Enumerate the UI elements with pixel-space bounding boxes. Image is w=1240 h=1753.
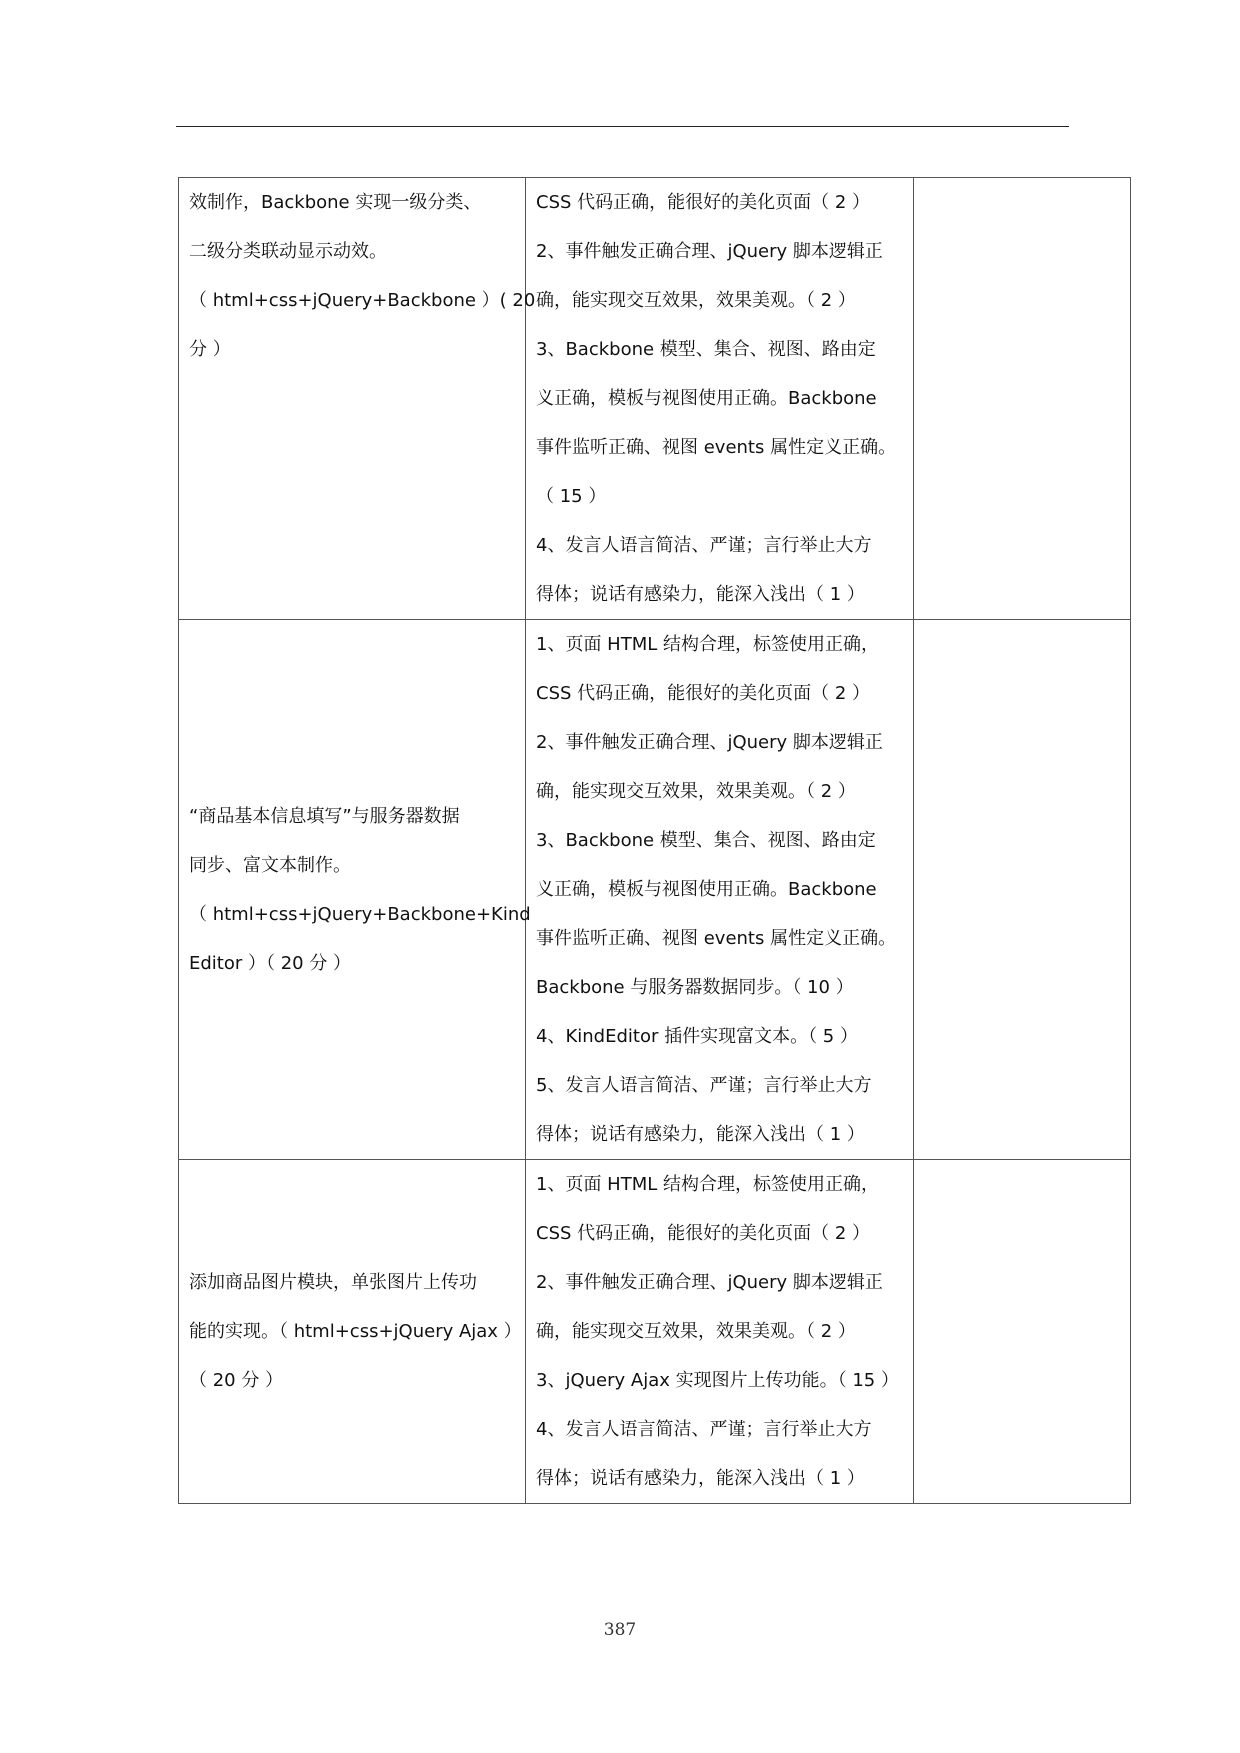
page-number: 387 xyxy=(603,1620,637,1640)
criteria-line: 2、事件触发正确合理、jQuery 脚本逻辑正 xyxy=(536,241,883,262)
task-line: “商品基本信息填写”与服务器数据 xyxy=(189,805,460,827)
task-line: 添加商品图片模块，单张图片上传功 xyxy=(189,1272,477,1293)
task-line: （ 20 分 ） xyxy=(189,1370,284,1391)
criteria-line: 确，能实现交互效果，效果美观。（ 2 ） xyxy=(536,781,856,802)
task-line: 效制作，Backbone 实现一级分类、 xyxy=(189,192,482,213)
criteria-line: 得体；说话有感染力，能深入浅出（ 1 ） xyxy=(536,1124,865,1145)
task-line: Editor ）（ 20 分 ） xyxy=(189,952,352,974)
task-line: 能的实现。（ html+css+jQuery Ajax ） xyxy=(189,1321,522,1342)
criteria-line: CSS 代码正确，能很好的美化页面（ 2 ） xyxy=(536,683,871,704)
criteria-line: 确，能实现交互效果，效果美观。（ 2 ） xyxy=(536,1321,856,1342)
criteria-line: 得体；说话有感染力，能深入浅出（ 1 ） xyxy=(536,1468,865,1489)
criteria-line: 事件监听正确、视图 events 属性定义正确。 xyxy=(536,928,897,949)
criteria-line: （ 15 ） xyxy=(536,486,607,507)
criteria-line: 4、发言人语言简洁、严谨；言行举止大方 xyxy=(536,535,872,556)
task-cell xyxy=(179,620,531,1160)
criteria-line: 义正确，模板与视图使用正确。Backbone xyxy=(536,388,877,409)
task-line: 分 ） xyxy=(189,339,231,360)
task-cell xyxy=(179,178,536,620)
criteria-line: 义正确，模板与视图使用正确。Backbone xyxy=(536,879,877,900)
table-row xyxy=(179,178,1131,620)
criteria-line: 得体；说话有感染力，能深入浅出（ 1 ） xyxy=(536,584,865,605)
criteria-line: 2、事件触发正确合理、jQuery 脚本逻辑正 xyxy=(536,732,883,753)
task-line: 同步、富文本制作。 xyxy=(189,854,351,876)
task-line: （ html+css+jQuery+Backbone+Kind xyxy=(189,903,531,925)
criteria-line: 4、发言人语言简洁、严谨；言行举止大方 xyxy=(536,1419,872,1440)
score-cell xyxy=(914,1160,1131,1504)
task-line: （ html+css+jQuery+Backbone ）( 20 xyxy=(189,290,536,311)
header-rule xyxy=(176,126,1069,127)
criteria-line: 2、事件触发正确合理、jQuery 脚本逻辑正 xyxy=(536,1272,883,1293)
criteria-line: 5、发言人语言简洁、严谨；言行举止大方 xyxy=(536,1075,872,1096)
table-row xyxy=(179,1160,1131,1504)
criteria-line: 1、页面 HTML 结构合理，标签使用正确， xyxy=(536,1174,879,1195)
score-cell xyxy=(914,178,1131,620)
criteria-cell xyxy=(526,178,914,620)
criteria-line: 4、KindEditor 插件实现富文本。（ 5 ） xyxy=(536,1026,858,1047)
criteria-line: 3、Backbone 模型、集合、视图、路由定 xyxy=(536,830,876,851)
task-line: 二级分类联动显示动效。 xyxy=(189,241,387,262)
criteria-line: 3、jQuery Ajax 实现图片上传功能。（ 15 ） xyxy=(536,1370,899,1391)
criteria-cell xyxy=(526,1160,914,1504)
score-cell xyxy=(914,620,1131,1160)
table-row xyxy=(179,620,1131,1160)
criteria-line: CSS 代码正确，能很好的美化页面（ 2 ） xyxy=(536,1223,871,1244)
task-cell xyxy=(179,1160,526,1504)
criteria-cell xyxy=(526,620,914,1160)
criteria-line: 3、Backbone 模型、集合、视图、路由定 xyxy=(536,339,876,360)
criteria-line: Backbone 与服务器数据同步。（ 10 ） xyxy=(536,977,854,998)
criteria-line: CSS 代码正确，能很好的美化页面（ 2 ） xyxy=(536,192,871,213)
criteria-line: 确，能实现交互效果，效果美观。（ 2 ） xyxy=(536,290,856,311)
grading-table xyxy=(178,177,1131,1504)
criteria-line: 事件监听正确、视图 events 属性定义正确。 xyxy=(536,437,897,458)
criteria-line: 1、页面 HTML 结构合理，标签使用正确， xyxy=(536,634,879,655)
